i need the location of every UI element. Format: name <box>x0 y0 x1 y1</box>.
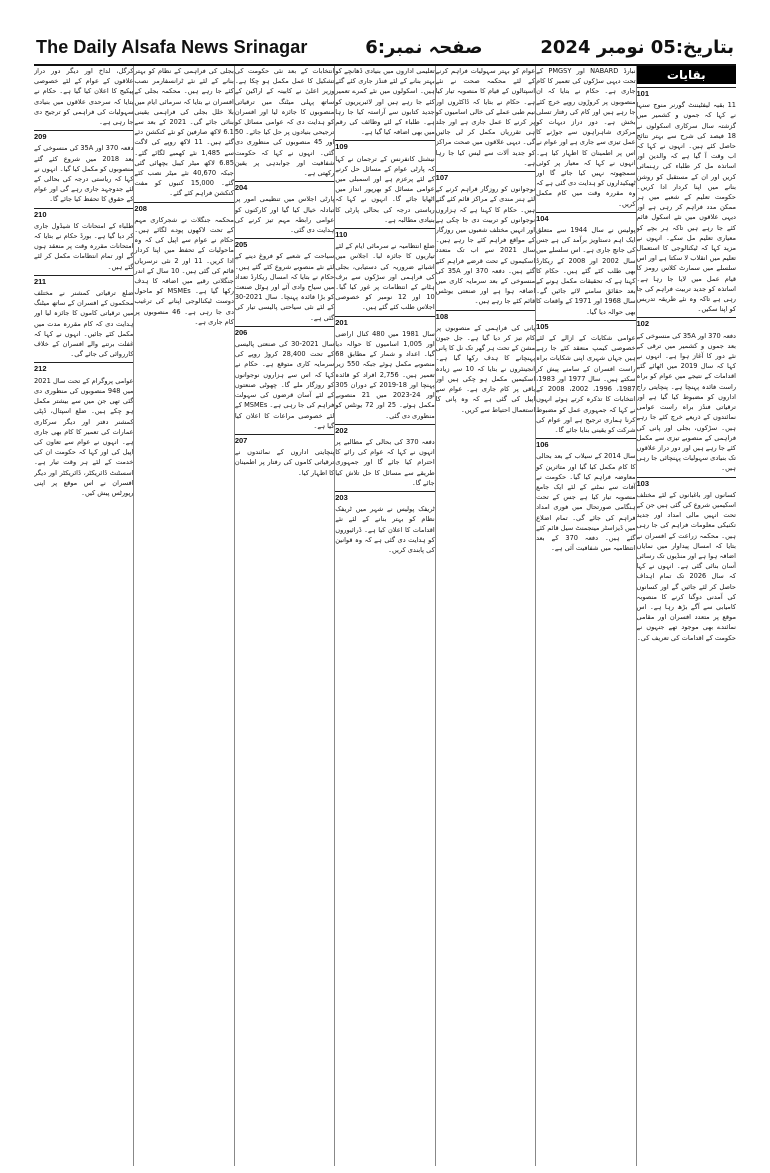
continuation-number: 102 <box>637 317 736 329</box>
article-text: سال 2014 کے سیلاب کے بعد بحالی کا کام مکمل کیا گیا اور متاثرین کو معاوضہ فراہم کیا گیا۔ حکومت نے آفات سے نمٹنے کے لئے ایک جامع منصوبہ تیار کیا ہے جس کے تحت ہنگامی صورتحال میں فوری امداد فراہم کی جائے گی۔ تمام اضلاع میں ڈیزاسٹر مینجمنٹ سیل قائم کئے گئے ہیں۔ دفعہ 370 کے بعد انتظامیہ میں شفافیت آئی ہے۔ <box>536 452 636 553</box>
column-5 <box>235 66 334 1166</box>
article-text: سال 2021-30 کی صنعتی پالیسی کے تحت 28,400 کروڑ روپے کی سرمایہ کاری متوقع ہے۔ حکام نے کہا کہ اس سے ہزاروں نوجوانوں کو روزگار ملے گا۔ چھوٹی صنعتوں کے لئے آسان قرضوں کی سہولت فراہم کی جا رہی ہے۔ MSMEs کے لئے خصوصی مراعات کا اعلان کیا گیا ہے۔ <box>234 340 335 430</box>
article-text: دفعہ 370 اور 35A کی منسوخی کے بعد جموں و کشمیر میں ترقی کے نئے دور کا آغاز ہوا ہے۔ انہوں نے کہا کہ سال 2019 میں اٹھائے گئے اقدامات کے نتیجے میں عوام کو براہ راست فائدہ پہنچا ہے۔ پنچایتی راج اداروں کو مضبوط کیا گیا ہے اور ترقیاتی فنڈز براہ راست عوامی نمائندوں کے ذریعے خرچ کئے جا رہے ہیں۔ سڑکوں، بجلی اور پانی کی فراہمی کے منصوبے تیزی سے مکمل کئے جا رہے ہیں اور دور دراز علاقوں تک بنیادی سہولیات پہنچائی جا رہی ہیں۔ <box>636 331 736 473</box>
column-4 <box>335 66 434 1166</box>
column-7 <box>34 66 133 1166</box>
article-text: نیشنل کانفرنس کے ترجمان نے کہا کہ پارٹی عوام کے مسائل حل کرنے کے لئے پرعزم ہے اور اسمبلی میں عوامی مسائل کو بھرپور انداز میں اٹھایا جائے گا۔ انہوں نے کہا کہ ریاستی درجہ کی بحالی پارٹی کا بنیادی مطالبہ ہے۔ <box>335 154 435 224</box>
article-text: ضلع ترقیاتی کمشنر نے مختلف محکموں کے افسران کے ساتھ میٹنگ میں ترقیاتی کاموں کا جائزہ لیا اور ہدایت دی کہ کام مقررہ مدت میں مکمل کئے جائیں۔ انہوں نے کہا کہ غفلت برتنے والے افسران کے خلاف کارروائی کی جائے گی۔ <box>33 289 134 359</box>
continuation-number: 201 <box>335 316 434 328</box>
continuation-number: 211 <box>34 275 133 287</box>
continuation-number: 104 <box>536 212 635 224</box>
continuation-number: 210 <box>34 208 133 220</box>
paper-name: The Daily Alsafa News Srinagar <box>36 36 308 57</box>
continuation-number: 109 <box>335 140 434 152</box>
masthead <box>34 32 736 66</box>
continuation-number: 108 <box>436 310 535 322</box>
article-text: نوجوانوں کو روزگار فراہم کرنے کے لئے ہنر مندی کے مراکز قائم کئے گئے ہیں۔ حکام کا کہنا ہے کہ ہزاروں نوجوانوں کو تربیت دی جا چکی ہے اور انہیں مختلف شعبوں میں روزگار کے مواقع فراہم کئے جا رہے ہیں۔ سال 2021 سے اب تک متعدد اسکیموں کے تحت قرضے فراہم کئے گئے ہیں۔ دفعہ 370 اور 35A کی منسوخی کے بعد سرمایہ کاری میں اضافہ ہوا ہے اور صنعتی یونٹس قائم کئے جا رہے ہیں۔ <box>435 185 536 306</box>
article-text: ضلع انتظامیہ نے سرمائی ایام کے لئے تیاریوں کا جائزہ لیا۔ اجلاس میں اشیائے ضروریہ کی دستیابی، بجلی کی فراہمی اور سڑکوں سے برف ہٹانے کے انتظامات پر غور کیا گیا۔ 10 اور 12 نومبر کو خصوصی اجلاس طلب کئے گئے ہیں۔ <box>335 242 435 312</box>
continuation-number: 209 <box>34 130 133 142</box>
article-text: عوامی شکایات کے ازالے کے لئے خصوصی کیمپ منعقد کئے جا رہے ہیں جہاں شہری اپنی شکایات براہ راست افسران کے سامنے پیش کر سکتے ہیں۔ سال 1977 اور 1983، 1987، 1996، 2002، 2008 کے انتخابات کا تذکرہ کرتے ہوئے انہوں نے کہا کہ جمہوری عمل کو مضبوط کرنا ہماری ترجیح ہے اور عوام کی شرکت کو یقینی بنایا جائے گا۔ <box>536 334 636 434</box>
article-text: تعلیمی اداروں میں بنیادی ڈھانچے کو بہتر بنانے کے لئے فنڈز جاری کئے گئے ہیں۔ اسکولوں میں نئے کمرے تعمیر کئے جا رہے ہیں اور لائبریریوں کو جدید کتابوں سے آراستہ کیا جا رہا ہے۔ طلباء کے لئے وظائف کی رقم میں بھی اضافہ کیا گیا ہے۔ <box>335 67 435 137</box>
continuation-number: 110 <box>335 228 434 240</box>
continuation-number: 207 <box>235 434 334 446</box>
article-text: عوام کو بہتر سہولیات فراہم کرنے کے لئے محکمہ صحت نے نئے اسپتالوں کے قیام کا منصوبہ تیار کیا ہے۔ حکام نے بتایا کہ ڈاکٹروں اور نیم طبی عملے کی خالی اسامیوں کو پر کرنے کا عمل جاری ہے اور جلد ہی تقرریاں مکمل کر لی جائیں گی۔ دیہی علاقوں میں صحت مراکز کو جدید آلات سے لیس کیا جا رہا ہے۔ <box>435 67 536 167</box>
article-text: ٹریفک پولیس نے شہر میں ٹریفک نظام کو بہتر بنانے کے لئے نئے اقدامات کا اعلان کیا ہے۔ ڈرائیوروں کو ہدایت دی گئی ہے کہ وہ قوانین کی پابندی کریں۔ <box>335 505 435 554</box>
article-text: پولیس نے سال 1944 سے متعلق ایک اہم دستاویز برآمد کی ہے جس کی جانچ جاری ہے۔ اس سلسلے میں سال 2002 اور 2008 کے ریکارڈ بھی طلب کئے گئے ہیں۔ حکام کا کہنا ہے کہ تحقیقات مکمل ہونے کے بعد حقائق سامنے لائے جائیں گے۔ سال 1968 اور 1971 کے واقعات کا بھی حوالہ دیا گیا۔ <box>536 226 636 316</box>
article-text: پانی کی فراہمی کے منصوبوں پر کام تیز کر دیا گیا ہے۔ جل جیون مشن کے تحت ہر گھر تک نل کا پانی پہنچانے کا ہدف رکھا گیا ہے۔ انجینئروں نے بتایا کہ 10 سے زیادہ اسکیمیں مکمل ہو چکی ہیں اور باقی پر کام جاری ہے۔ عوام سے اپیل کی گئی ہے کہ وہ پانی کا استعمال احتیاط سے کریں۔ <box>435 323 536 414</box>
article-text: عوامی پروگرام کے تحت سال 2021 میں 948 منصوبوں کی منظوری دی گئی تھی جن میں سے بیشتر مکمل ہو چکے ہیں۔ ضلع اسپتال، ڈپٹی کمشنر دفتر اور دیگر سرکاری عمارات کی تعمیر کا کام بھی جاری ہے۔ انہوں نے عوام سے تعاون کی اپیل کی اور کہا کہ حکومت ان کی خدمت کے لئے ہر وقت تیار ہے۔ اسسٹنٹ ڈائریکٹر، ڈائریکٹر اور دیگر افسران نے اس موقع پر اپنی رپورٹس پیش کیں۔ <box>33 376 134 497</box>
article-text: محکمہ جنگلات نے شجرکاری مہم کے تحت لاکھوں پودے لگائے ہیں۔ حکام نے عوام سے اپیل کی کہ وہ ماحولیات کے تحفظ میں اپنا کردار ادا کریں۔ 11 اور 2 نئی نرسریاں قائم کی گئی ہیں۔ 10 سال کے اندر جنگلاتی رقبے میں اضافہ کا ہدف رکھا گیا ہے۔ MSMEs کو ماحول دوست ٹیکنالوجی اپنانے کی ترغیب دی جا رہی ہے۔ 46 منصوبوں پر کام جاری ہے۔ <box>134 215 234 326</box>
article-text: دفعہ 370 کی بحالی کے مطالبے پر انہوں نے کہا کہ عوام کی رائے کا احترام کیا جائے گا اور جمہوری طریقے سے مسائل کا حل تلاش کیا جائے گا۔ <box>335 437 435 487</box>
article-text: کسانوں اور باغبانوں کے لئے مختلف اسکیمیں شروع کی گئی ہیں جن کے تحت انہیں مالی امداد اور جدید تکنیکی معلومات فراہم کی جا رہی ہیں۔ محکمہ زراعت کے افسران نے بتایا کہ امسال پیداوار میں نمایاں اضافہ ہوا ہے اور منڈیوں تک رسائی آسان بنائی گئی ہے۔ انہوں نے کہا کہ سال 2026 تک تمام اہداف حاصل کر لئے جائیں گے اور کسانوں کی آمدنی دوگنا کرنے کا منصوبہ کامیابی سے آگے بڑھ رہا ہے۔ اس موقع پر متعدد افسران اور مقامی نمائندے بھی موجود تھے جنہوں نے حکومت کے اقدامات کی تعریف کی۔ <box>636 490 736 642</box>
issue-date: بتاریخ:05 نومبر 2024 <box>540 36 734 58</box>
continuation-number: 205 <box>235 238 334 250</box>
article-text: کرگل، لداخ اور دیگر دور دراز علاقوں کے عوام کے لئے خصوصی پیکیج کا اعلان کیا گیا ہے۔ حکام نے بتایا کہ سرحدی علاقوں میں بنیادی سہولیات کی فراہمی کو ترجیح دی جا رہی ہے۔ <box>33 67 134 127</box>
article-text: نبارڈ NABARD اور PMGSY کے تحت دیہی سڑکوں کی تعمیر کا کام جاری ہے۔ حکام نے بتایا کہ ان منصوبوں پر کروڑوں روپے خرچ کئے جا رہے ہیں اور کام کی رفتار تسلی بخش ہے۔ دور دراز دیہات کو مرکزی شاہراہوں سے جوڑنے کا عمل تیزی سے جاری ہے اور عوام نے اس پر اطمینان کا اظہار کیا ہے۔ انہوں نے کہا کہ معیار پر کوئی سمجھوتہ نہیں کیا جائے گا اور ٹھیکیداروں کو ہدایت دی گئی ہے کہ وہ مقررہ وقت میں کام مکمل کریں۔ <box>536 67 636 208</box>
continuation-number: 212 <box>34 362 133 374</box>
column-3 <box>436 66 535 1166</box>
article-columns <box>34 66 736 1166</box>
article-text: سال 1981 میں 480 کنال اراضی اور 1,005 اسامیوں کا حوالہ دیا گیا۔ اعداد و شمار کے مطابق 68 منصوبے مکمل ہوئے جبکہ 550 زیر تعمیر ہیں۔ 2,756 افراد کو فائدہ پہنچا اور 18-2019 کے دوران 305 اور 24-2023 میں 21 منصوبے مکمل ہوئے۔ 25 اور 72 یونٹس کو منظوری دی گئی۔ <box>335 329 435 420</box>
article-text: بجلی کی فراہمی کے نظام کو بہتر بنانے کے لئے نئے ٹرانسفارمر نصب کئے جا رہے ہیں۔ محکمہ بجلی کے افسران نے بتایا کہ سرمائی ایام میں بلا خلل بجلی کی فراہمی یقینی بنائی جائے گی۔ 2021 کے بعد سے 6.1 لاکھ صارفین کو نئے کنکشن دئے گئے ہیں۔ 11 لاکھ روپے کی لاگت سے 1,485 نئے کھمبے لگائے گئے۔ 6.85 لاکھ میٹر کیبل بچھائی گئی جبکہ 40,670 نئے میٹر نصب کئے گئے۔ 15,000 کنبوں کو مفت کنکشن فراہم کئے گئے۔ <box>134 67 234 198</box>
article-text: طلباء کے امتحانات کا شیڈول جاری کر دیا گیا ہے۔ بورڈ حکام نے بتایا کہ امتحانات مقررہ وقت پر منعقد ہوں گے اور تمام انتظامات مکمل کر لئے گئے ہیں۔ <box>33 221 134 271</box>
article-text: انتخابات کے بعد نئی حکومت کی تشکیل کا عمل مکمل ہو چکا ہے۔ وزیر اعلیٰ نے کابینہ کے اراکین کے ساتھ پہلی میٹنگ میں ترقیاتی منصوبوں کا جائزہ لیا اور افسران کو ہدایت دی کہ عوامی مسائل کو ترجیحی بنیادوں پر حل کیا جائے۔ 50 اور 45 منصوبوں کی منظوری دی گئی۔ انہوں نے کہا کہ حکومت شفافیت اور جوابدہی پر یقین رکھتی ہے۔ <box>234 67 335 178</box>
continuation-number: 208 <box>134 202 233 214</box>
continuation-number: 103 <box>637 477 736 489</box>
section-title: بقایات <box>637 66 736 84</box>
continuation-number: 202 <box>335 424 434 436</box>
continuation-number: 106 <box>536 438 635 450</box>
article-text: سیاحت کے شعبے کو فروغ دینے کے لئے نئے منصوبے شروع کئے گئے ہیں۔ حکام نے بتایا کہ امسال ریکارڈ تعداد میں سیاح وادی آئے اور ہوٹل صنعت کو بڑا فائدہ پہنچا۔ سال 2021-30 کے لئے نئی سیاحتی پالیسی تیار کی گئی ہے۔ <box>234 252 335 322</box>
article-text: پنچایتی اداروں کے نمائندوں نے ترقیاتی کاموں کی رفتار پر اطمینان کا اظہار کیا۔ <box>234 448 335 477</box>
continuation-number: 101 <box>637 87 736 99</box>
article-text: پارٹی اجلاس میں تنظیمی امور پر تبادلہ خیال کیا گیا اور کارکنوں کو عوامی رابطہ مہم تیز کرنے کی ہدایت دی گئی۔ <box>234 195 335 235</box>
continuation-number: 206 <box>235 326 334 338</box>
continuation-number: 107 <box>436 171 535 183</box>
column-2 <box>536 66 635 1166</box>
continuation-number: 203 <box>335 491 434 503</box>
article-text: دفعہ 370 اور 35A کی منسوخی کے بعد 2018 میں شروع کئے گئے منصوبوں کو مکمل کیا گیا۔ انہوں نے کہا کہ ریاستی درجہ کی بحالی کے لئے جدوجہد جاری رہے گی اور عوام کے حقوق کا تحفظ کیا جائے گا۔ <box>33 144 134 204</box>
continuation-number: 105 <box>536 320 635 332</box>
continuation-number: 204 <box>235 181 334 193</box>
page-number: صفحہ نمبر:6 <box>365 36 483 58</box>
column-1 <box>637 66 736 1166</box>
article-text: 11 بقیہ لیفٹیننٹ گورنر منوج سنہا نے کہا کہ جموں و کشمیر میں گزشتہ سال سرکاری اسکولوں نے 18 فیصد کی شرح سے بہتر نتائج حاصل کئے ہیں۔ انہوں نے کہا کہ اب وقت آ گیا ہے کہ والدین اور اساتذہ مل کر طلباء کی رہنمائی کریں اور ان کے مستقبل کو روشن بنانے میں اپنا کردار ادا کریں۔ حکومت تعلیم کے شعبے میں ہر ممکن مدد فراہم کر رہی ہے اور دیہی علاقوں میں نئے اسکول قائم کئے جا رہے ہیں تاکہ ہر بچے کو معیاری تعلیم مل سکے۔ انہوں نے مزید کہا کہ ٹیکنالوجی کا استعمال تعلیم میں انقلاب لا سکتا ہے اور اس سلسلے میں سمارٹ کلاس رومز کا قیام عمل میں لایا جا رہا ہے۔ اساتذہ کو جدید تربیت فراہم کی جا رہی ہے تاکہ وہ نئے طریقہ تدریس کو اپنا سکیں۔ <box>636 101 736 314</box>
column-6 <box>134 66 233 1166</box>
